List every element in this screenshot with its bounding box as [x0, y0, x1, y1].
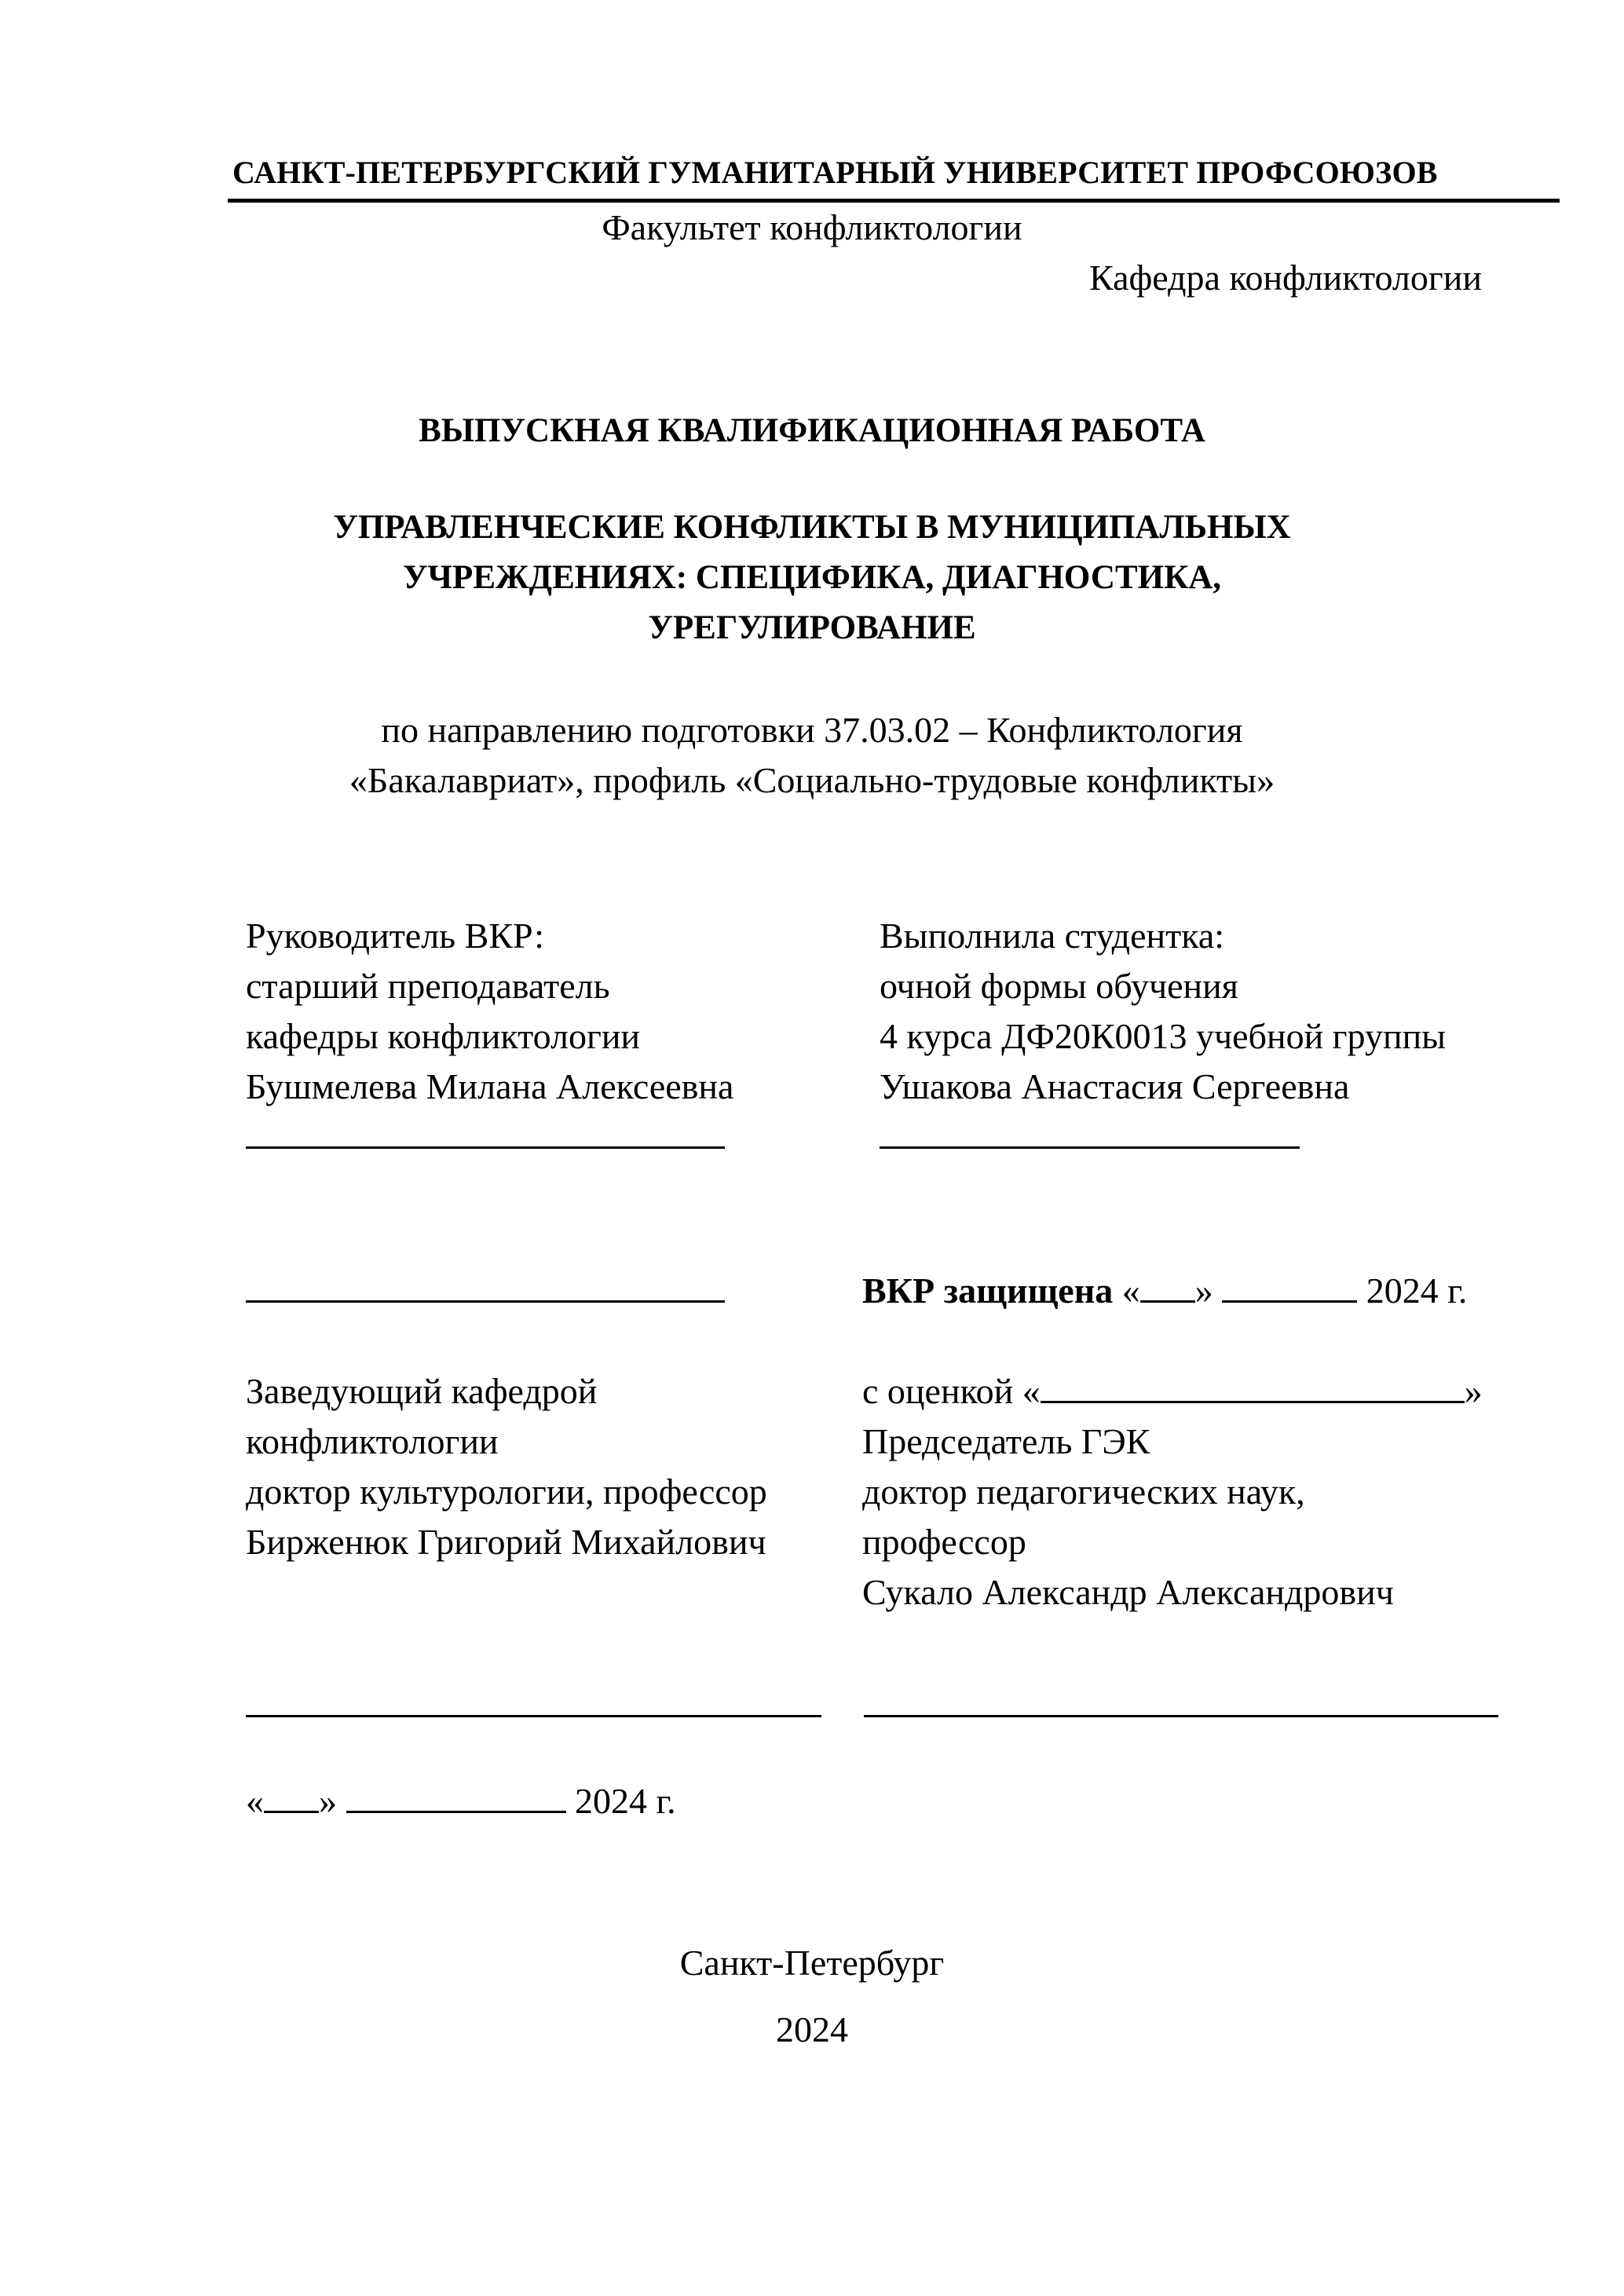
supervisor-line: Бушмелева Милана Алексеевна [246, 1066, 734, 1106]
grade-field[interactable] [1041, 1377, 1465, 1403]
defense-month-field[interactable] [1222, 1277, 1357, 1303]
defense-label: ВКР защищена [862, 1270, 1114, 1311]
student-signature-line[interactable] [880, 1123, 1300, 1149]
supervisor-signature-line[interactable] [246, 1123, 725, 1149]
grade-prefix: с оценкой « [862, 1371, 1041, 1411]
chair-line: Председатель ГЭК [862, 1421, 1150, 1461]
approval-month-field[interactable] [346, 1787, 566, 1813]
supervisor-line: кафедры конфликтологии [246, 1016, 641, 1056]
supervisor-block [246, 911, 733, 1162]
direction-line-1: по направлению подготовки 37.03.02 – Конфликтология [381, 710, 1243, 750]
student-line: 4 курса ДФ20К0013 учебной группы [880, 1016, 1447, 1056]
review-signature-line[interactable] [246, 1277, 725, 1303]
defense-date-close: » [1194, 1270, 1213, 1311]
approval-date-line [246, 1776, 676, 1826]
chair-line: Сукало Александр Александрович [862, 1572, 1394, 1612]
department-name: Кафедра конфликтологии [1089, 258, 1482, 298]
approval-day-field[interactable] [264, 1787, 319, 1813]
student-line: Ушакова Анастасия Сергеевна [880, 1066, 1350, 1106]
approval-date-open: « [246, 1781, 264, 1821]
work-title-line-3: УРЕГУЛИРОВАНИЕ [648, 609, 976, 646]
supervisor-line: старший преподаватель [246, 966, 610, 1006]
head-signature-line[interactable] [246, 1691, 821, 1717]
defense-day-field[interactable] [1140, 1277, 1195, 1303]
head-line: Бирженюк Григорий Михайлович [246, 1522, 766, 1562]
grade-suffix: » [1464, 1371, 1483, 1411]
head-line: Заведующий кафедрой [246, 1371, 598, 1411]
city: Санкт-Петербург [679, 1943, 945, 1983]
defense-year: 2024 г. [1366, 1270, 1468, 1311]
head-line: доктор культурологии, профессор [246, 1472, 767, 1512]
chair-line: профессор [862, 1522, 1026, 1562]
supervisor-line: Руководитель ВКР: [246, 916, 545, 956]
head-line: конфликтологии [246, 1421, 499, 1461]
student-line: очной формы обучения [880, 966, 1238, 1006]
defense-line [862, 1266, 1467, 1316]
commission-block [862, 1366, 1483, 1618]
chair-line: доктор педагогических наук, [862, 1472, 1305, 1512]
work-title-line-2: УЧРЕЖДЕНИЯХ: СПЕЦИФИКА, ДИАГНОСТИКА, [402, 559, 1222, 596]
student-line: Выполнила студентка: [880, 916, 1225, 956]
university-name: САНКТ-ПЕТЕРБУРГСКИЙ ГУМАНИТАРНЫЙ УНИВЕРСИТЕТ ПРОФСОЮЗОВ [232, 155, 1438, 190]
grade-line [862, 1366, 1483, 1417]
student-block [880, 911, 1446, 1162]
defense-date-open: « [1121, 1270, 1140, 1311]
work-title-line-1: УПРАВЛЕНЧЕСКИЕ КОНФЛИКТЫ В МУНИЦИПАЛЬНЫХ [333, 509, 1291, 546]
head-of-department-block [246, 1366, 767, 1567]
approval-year: 2024 г. [575, 1781, 676, 1821]
work-type: ВЫПУСКНАЯ КВАЛИФИКАЦИОННАЯ РАБОТА [419, 412, 1205, 449]
year: 2024 [776, 2009, 848, 2049]
chair-signature-line[interactable] [864, 1691, 1498, 1717]
approval-date-close: » [319, 1781, 337, 1821]
faculty-name: Факультет конфликтологии [602, 207, 1022, 247]
direction-line-2: «Бакалавриат», профиль «Социально-трудовые конфликты» [349, 760, 1275, 800]
